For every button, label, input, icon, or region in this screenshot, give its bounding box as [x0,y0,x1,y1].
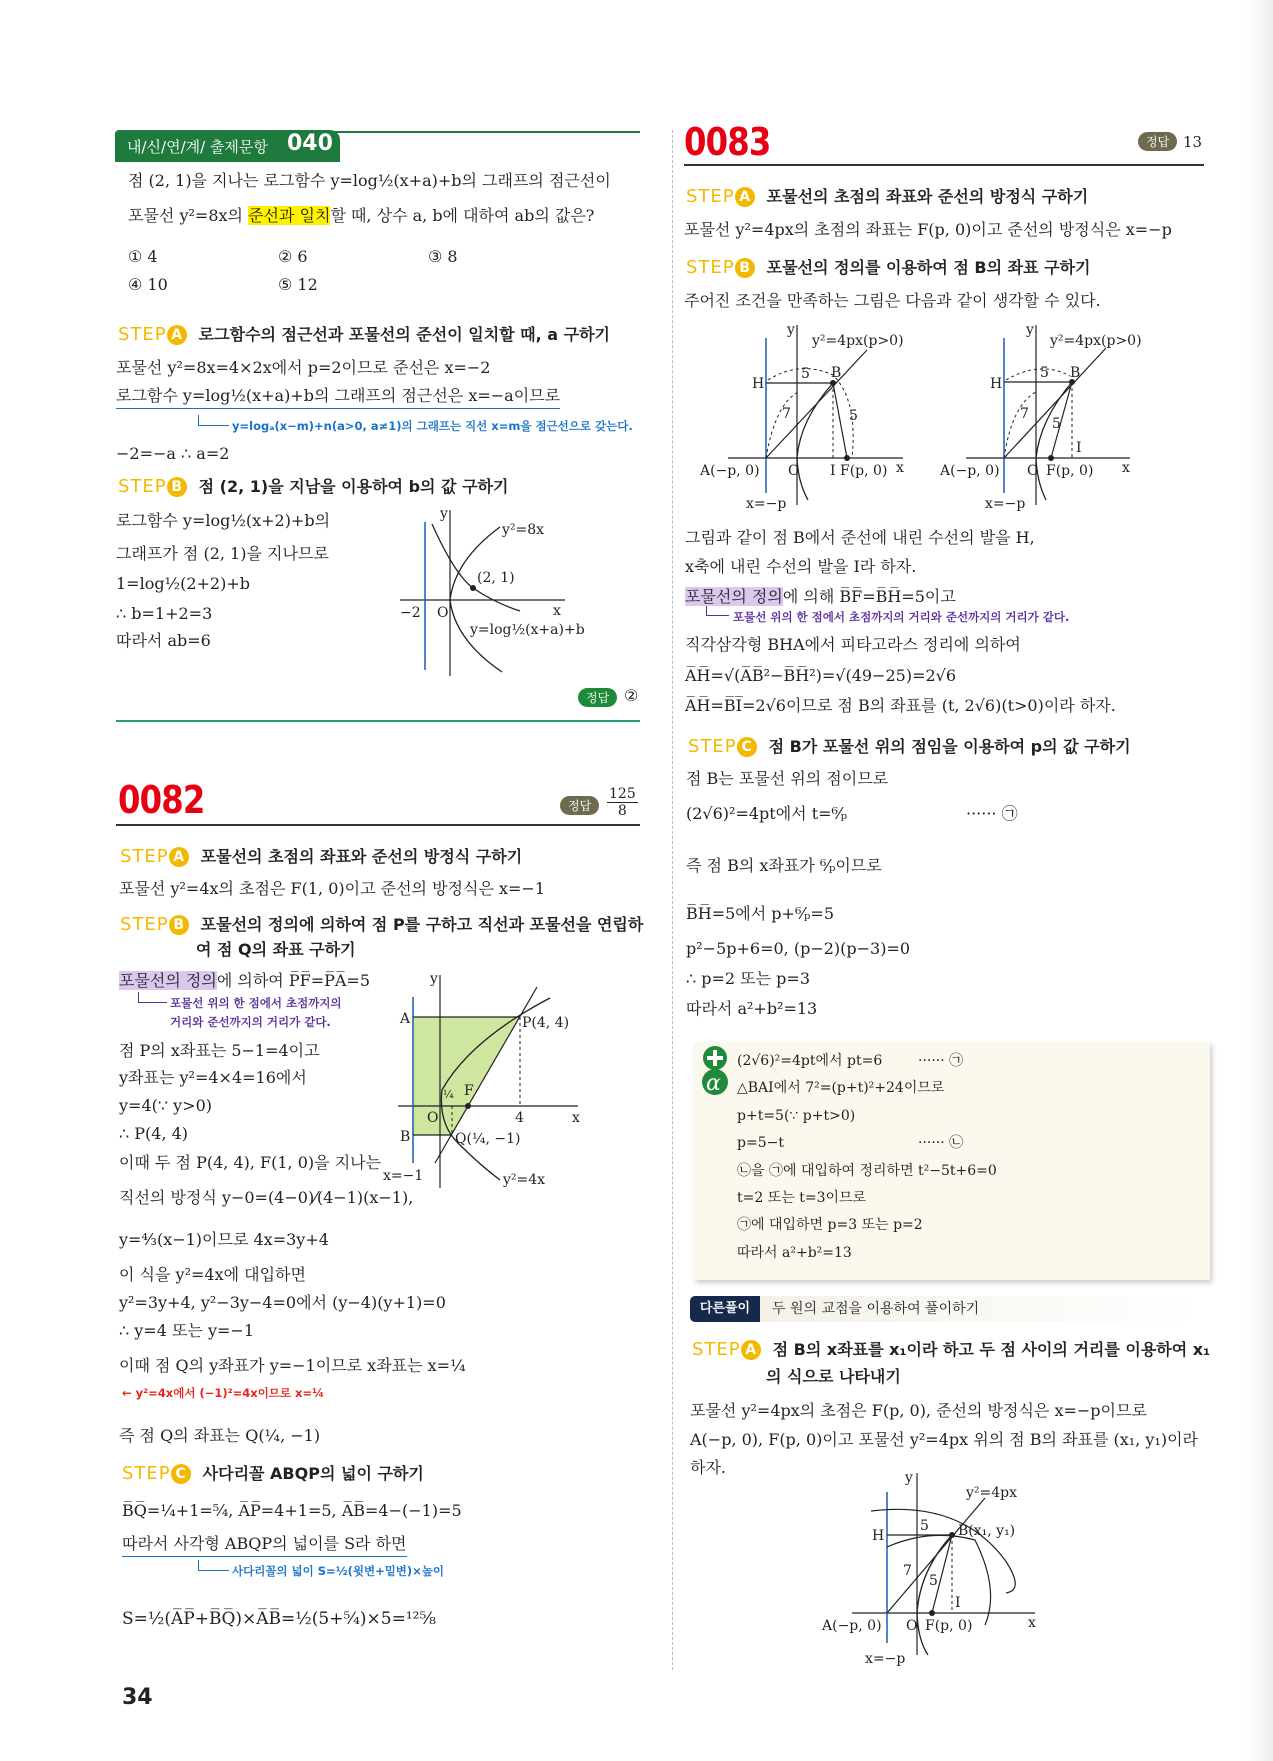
solution-line: (2√6)²=4pt에서 t=⁶⁄ₚ [686,804,848,823]
choice-5: ⑤ 12 [278,275,318,294]
step-word: STEP [120,914,169,935]
solution-line: 그림과 같이 점 B에서 준선에 내린 수선의 발을 H, [685,528,1035,547]
directrix-label: x=−1 [383,1168,424,1184]
f-label: F(p, 0) [1046,463,1094,479]
solution-line: ∴ P(4, 4) [119,1124,189,1143]
step-letter: A [735,187,755,207]
seven-label: 7 [782,406,791,422]
solution-line: B̅H̅=5에서 p+⁶⁄ₚ=5 [686,904,835,923]
plus-line: t=2 또는 t=3이므로 [737,1190,867,1206]
step-word: STEP [122,1463,171,1484]
plus-line: p=5−t [737,1135,784,1151]
plus-line: ㉠에 대입하면 p=3 또는 p=2 [737,1217,923,1233]
origin-label: O [906,1618,918,1634]
solution-line: A(−p, 0), F(p, 0)이고 포물선 y²=4px 위의 점 B의 좌표를 (x₁, y₁)이라 [690,1430,1198,1449]
x-label: x [553,603,561,619]
point-f [929,1610,935,1616]
step-word: STEP [120,846,169,867]
answer-badge: 정답 [1138,132,1177,151]
step-letter: C [737,737,757,757]
note: 사다리꼴의 넓이 S=½(윗변+밑변)×높이 [232,1564,445,1578]
solution-line: 직각삼각형 BHA에서 피타고라스 정리에 의하여 [685,635,1021,654]
plus-line: △BAI에서 7²=(p+t)²+24이므로 [737,1080,945,1096]
step-title: 점 B의 x좌표를 x₁이라 하고 두 점 사이의 거리를 이용하여 x₁ [772,1340,1211,1359]
alt-solution-tag: 다른풀이 [690,1296,760,1322]
solution-line: 1=log½(2+2)+b [116,574,250,593]
solution-line: y=⁴⁄₃(x−1)이므로 4x=3y+4 [119,1230,329,1249]
answer-numerator: 125 [609,786,636,802]
p-label: P(4, 4) [522,1015,570,1031]
i-label: I [955,1595,961,1611]
step-word: STEP [118,324,167,345]
tick-4-label: 4 [515,1110,524,1126]
h-label: H [990,376,1003,392]
parabola-label: y²=4px [966,1485,1018,1501]
origin-label: O [437,605,449,621]
q-label: Q(¼, −1) [455,1131,521,1147]
solution-line: B̅Q̅=¼+1=⁵⁄₄, A̅P̅=4+1=5, A̅B̅=4−(−1)=5 [122,1501,462,1520]
answer-value: ② [624,686,639,705]
solution-line: 따라서 사각형 ABQP의 넓이를 S라 하면 [122,1533,407,1557]
red-note-text: y²=4x에서 (−1)²=4x이므로 x=¼ [135,1386,324,1400]
seven-label: 7 [1020,406,1029,422]
a-label: A(−p, 0) [700,463,760,479]
solution-line: 따라서 ab=6 [116,631,211,650]
parabola-curve [917,1535,952,1655]
highlight: 포물선의 정의 [119,971,217,990]
step-letter: A [741,1340,761,1360]
solution-line: 직선의 방정식 y−0=(4−0)⁄(4−1)(x−1), [119,1188,414,1207]
plus-line: (2√6)²=4pt에서 pt=6 [737,1053,883,1069]
y-label: y [430,971,438,987]
circle-arc-a [871,1509,1015,1593]
directrix-label: x=−p [865,1651,906,1667]
choice-2: ② 6 [278,247,308,266]
banner-label: 내/신/연/계/ 출제문항 [127,138,268,156]
choice-3: ③ 8 [428,247,458,266]
solution-line: 점 B는 포물선 위의 점이므로 [686,769,889,788]
note: 포물선 위의 한 점에서 초점까지의 거리와 준선까지의 거리가 같다. [733,610,1070,624]
a-label: A(−p, 0) [940,463,1000,479]
solution-line: 따라서 a²+b²=13 [686,999,818,1018]
step-title: 포물선의 초점의 좌표와 준선의 방정식 구하기 [766,187,1089,206]
x-label: x [1122,460,1130,476]
svg-text:α: α [706,1071,721,1096]
b-label: B [400,1129,411,1145]
text: 에 의해 B̅F̅=B̅H̅=5이고 [782,587,956,606]
b-label: B(x₁, y₁) [958,1523,1016,1539]
solution-line: ∴ p=2 또는 p=3 [686,969,811,988]
five-label: 5 [801,366,810,382]
step-title: 점 (2, 1)을 지남을 이용하여 b의 값 구하기 [198,477,509,496]
solution-line: 이 식을 y²=4x에 대입하면 [119,1265,306,1284]
banner-number: 040 [287,131,333,156]
neg2-label: −2 [400,605,421,621]
x-label: x [1028,1615,1036,1631]
five-label: 5 [920,1518,929,1534]
solution-line: 점 P의 x좌표는 5−1=4이고 [119,1041,320,1060]
answer-denominator: 8 [617,803,627,819]
solution-line: ∴ y=4 또는 y=−1 [119,1321,255,1340]
five-label: 5 [929,1573,938,1589]
page-number: 34 [122,1685,153,1710]
choice-1: ① 4 [128,247,158,266]
point-b [949,1532,955,1538]
solution-line: 그래프가 점 (2, 1)을 지나므로 [116,544,329,563]
solution-line: p²−5p+6=0, (p−2)(p−3)=0 [686,939,911,958]
highlight: 포물선의 정의 [685,587,783,606]
x-label: x [896,460,904,476]
a-label: A(−p, 0) [822,1618,882,1634]
solution-line: y²=3y+4, y²−3y−4=0에서 (y−4)(y+1)=0 [119,1293,446,1312]
step-title: 점 B가 포물선 위의 점임을 이용하여 p의 값 구하기 [768,737,1131,756]
five-label: 5 [1052,416,1061,432]
solution-line: 주어진 조건을 만족하는 그림은 다음과 같이 생각할 수 있다. [684,291,1101,310]
five-label: 5 [849,408,858,424]
seven-label: 7 [903,1563,912,1579]
plus-line: 따라서 a²+b²=13 [737,1245,852,1261]
solution-line: y=4(∵ y>0) [119,1096,212,1115]
text: 에 의하여 P̅F̅=P̅A̅=5 [216,971,371,990]
step-word: STEP [686,186,735,207]
choice-4: ④ 10 [128,275,168,294]
x-label: x [572,1110,580,1126]
highlight: 준선과 일치 [248,206,331,225]
answer-badge: 정답 [578,688,617,707]
equation-mark: ······ ㉡ [918,1135,964,1151]
note: y=logₐ(x−m)+n(a>0, a≠1)의 그래프는 직선 x=m을 점근선으로 갖는다. [232,419,633,433]
red-note: ← y²=4x에서 (−1)²=4x이므로 x=¼ [122,1386,324,1400]
problem-number: 0083 [684,120,771,164]
step-word: STEP [688,736,737,757]
parabola-label: y²=4px(p>0) [812,333,904,349]
answer-value: 13 [1183,133,1203,151]
f-label: F [464,1083,474,1099]
y-label: y [440,506,448,522]
solution-line: 포물선 y²=8x=4×2x에서 p=2이므로 준선은 x=−2 [116,358,491,377]
step-word: STEP [692,1339,741,1360]
step-letter: A [169,847,189,867]
alt-solution-title: 두 원의 교점을 이용하여 풀이하기 [772,1301,980,1317]
step-b-title-cont: 여 점 Q의 좌표 구하기 [196,940,356,959]
point-label: (2, 1) [477,570,515,586]
origin-label: O [1027,463,1039,479]
alt-step-a-cont: 의 식으로 나타내기 [766,1367,901,1386]
directrix-label: x=−p [746,496,787,512]
a-label: A [400,1011,411,1027]
parabola-label: y²=4px(p>0) [1050,333,1142,349]
plus-line: ㉡을 ㉠에 대입하여 정리하면 t²−5t+6=0 [737,1163,997,1179]
b-label: B [1070,365,1081,381]
solution-line: ∴ b=1+2=3 [116,604,213,623]
step-title: 포물선의 정의를 이용하여 점 B의 좌표 구하기 [766,258,1091,277]
quarter-label: ¼ [443,1088,454,1101]
f-label: F(p, 0) [840,463,888,479]
plus-line: p+t=5(∵ p+t>0) [737,1108,856,1124]
solution-line: 로그함수 y=log½(x+a)+b의 그래프의 점근선은 x=−a이므로 [116,385,560,409]
solution-line: 이때 두 점 P(4, 4), F(1, 0)을 지나는 [119,1153,382,1172]
solution-line: y좌표는 y²=4×4=16에서 [119,1068,307,1087]
i-label: I [830,463,836,479]
step-word: STEP [118,476,167,497]
h-label: H [752,376,765,392]
solution-line: 하자. [690,1458,726,1477]
text: 할 때, 상수 a, b에 대하여 ab의 값은? [330,206,595,225]
b-label: B [831,365,842,381]
parabola-label: y²=8x [502,522,545,538]
step-title: 사다리꼴 ABQP의 넓이 구하기 [202,1464,424,1483]
solution-line: A̅H̅=√(A̅B̅²−B̅H̅²)=√(49−25)=2√6 [685,666,957,685]
step-letter: B [167,477,187,497]
solution-line: S=½(A̅P̅+B̅Q̅)×A̅B̅=½(5+⁵⁄₄)×5=¹²⁵⁄₈ [122,1609,436,1629]
step-title: 로그함수의 점근선과 포물선의 준선이 일치할 때, a 구하기 [198,325,611,344]
solution-line: −2=−a ∴ a=2 [116,444,230,463]
note: 거리와 준선까지의 거리가 같다. [170,1015,331,1029]
problem-number: 0082 [118,778,205,822]
origin-label: O [788,463,800,479]
step-letter: C [171,1464,191,1484]
solution-line: 로그함수 y=log½(x+2)+b의 [116,511,331,530]
step-word: STEP [686,257,735,278]
step-letter: B [169,915,189,935]
solution-line: A̅H̅=B̅I̅=2√6이므로 점 B의 좌표를 (t, 2√6)(t>0)이라 하자. [685,696,1116,715]
f-label: F(p, 0) [925,1618,973,1634]
question-line: 점 (2, 1)을 지나는 로그함수 y=log½(x+a)+b의 그래프의 점근선이 [128,171,611,190]
step-title: 포물선의 정의에 의하여 점 P를 구하고 직선과 포물선을 연립하 [200,915,644,934]
y-label: y [905,1470,913,1486]
equation-mark: ······ ㉠ [966,804,1018,823]
step-letter: A [167,325,187,345]
solution-line: 이때 점 Q의 y좌표가 y=−1이므로 x좌표는 x=¼ [119,1356,466,1375]
solution-line: 포물선 y²=4px의 초점은 F(p, 0), 준선의 방정식은 x=−p이므로 [690,1401,1147,1420]
y-label: y [1026,322,1034,338]
equation-mark: ······ ㉠ [918,1053,964,1069]
origin-label: O [427,1110,439,1126]
five-label: 5 [1040,365,1049,381]
log-label: y=log½(x+a)+b [470,622,585,638]
parabola-label: y²=4x [503,1172,546,1188]
solution-line: 포물선 y²=4x의 초점은 F(1, 0)이고 준선의 방정식은 x=−1 [119,879,546,898]
y-label: y [787,322,795,338]
i-label: I [1076,440,1082,456]
solution-line: 즉 점 Q의 좌표는 Q(¼, −1) [119,1426,321,1445]
circle-arc-f [887,1535,991,1625]
step-title: 포물선의 초점의 좌표와 준선의 방정식 구하기 [200,847,523,866]
directrix-label: x=−p [985,496,1026,512]
note: 포물선 위의 한 점에서 초점까지의 [170,996,342,1010]
solution-line: 포물선 y²=4px의 초점의 좌표는 F(p, 0)이고 준선의 방정식은 x=−p [684,220,1172,239]
answer-badge: 정답 [560,796,599,815]
solution-line: x축에 내린 수선의 발을 I라 하자. [685,557,917,576]
h-label: H [872,1528,885,1544]
step-letter: B [735,258,755,278]
text: 포물선 y²=8x의 [128,206,249,225]
solution-line: 즉 점 B의 x좌표가 ⁶⁄ₚ이므로 [686,856,882,875]
